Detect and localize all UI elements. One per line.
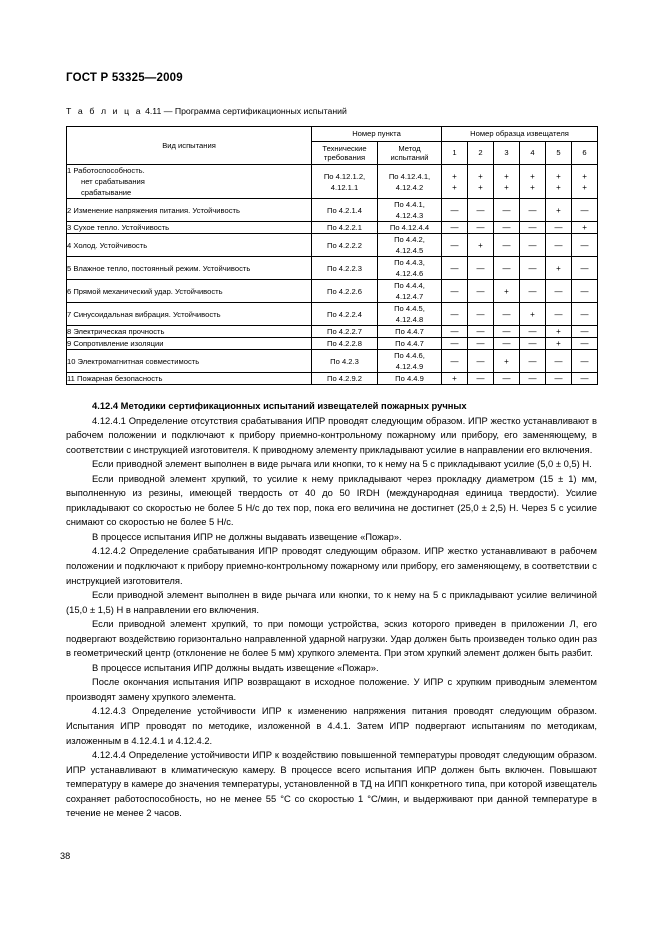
- method-ref-line: По 4.4.2,: [394, 235, 425, 244]
- mark-value: —: [580, 205, 589, 215]
- header-item-number-group: Номер пункта: [312, 127, 442, 142]
- cell-sample-2: [468, 373, 494, 385]
- mark-value: —: [476, 327, 485, 336]
- cell-sample-4: [520, 338, 546, 350]
- requirement-ref-line: По 4.2.2.6: [326, 286, 362, 296]
- method-ref-line: По 4.4.5,: [394, 304, 425, 313]
- table-caption-number: 4.11: [145, 106, 162, 116]
- cell-sample-1: [442, 222, 468, 234]
- cell-sample-3: [494, 222, 520, 234]
- mark-value: —: [502, 223, 511, 232]
- method-ref-line: По 4.4.4,: [394, 281, 425, 290]
- standard-header: ГОСТ Р 53325—2009: [66, 72, 183, 84]
- test-name-line: 11 Пожарная безопасность: [67, 374, 163, 383]
- cell-test-method: [378, 234, 442, 257]
- cell-technical-requirements: [312, 257, 378, 280]
- method-ref-line: 4.12.4.8: [395, 315, 424, 324]
- mark-value: —: [580, 309, 589, 319]
- cell-sample-1: [442, 199, 468, 222]
- cell-sample-4: [520, 373, 546, 385]
- cell-test-method: [378, 222, 442, 234]
- cell-sample-2: [468, 234, 494, 257]
- mark-value: —: [554, 356, 563, 366]
- mark-value: +: [556, 327, 561, 336]
- body-paragraph: 4.12.4.4 Определение устойчивости ИПР к воздействию повышенной температуры проводят следующим образом. ИПР устанавливают в климатическую камеру. В процессе всего испытания ИПР должен быть включен. Повышают температуру в камере до значения температуры, установленной в ТД на ИПП конкретного типа, при которой извещатель сохраняет работоспособность, но не менее 55 °С со скоростью 1 °С/мин, и выдерживают при данной температуре в течение не менее 2 часов.: [66, 749, 597, 819]
- mark-value: —: [450, 339, 459, 348]
- cell-sample-2: [468, 338, 494, 350]
- cell-sample-6: [572, 373, 598, 385]
- cell-sample-4: [520, 234, 546, 257]
- test-name-line: срабатывание: [81, 188, 132, 197]
- mark-value: —: [554, 240, 563, 250]
- mark-value: +: [530, 182, 535, 192]
- cell-sample-6: [572, 280, 598, 303]
- mark-value: —: [450, 223, 459, 232]
- mark-value: +: [556, 263, 561, 273]
- cell-sample-2: [468, 257, 494, 280]
- cell-sample-1: [442, 165, 468, 199]
- mark-value: +: [504, 286, 509, 296]
- cell-sample-1: [442, 373, 468, 385]
- mark-value: —: [528, 327, 537, 336]
- cell-sample-5: [546, 234, 572, 257]
- table-caption-label: Т а б л и ц а: [66, 106, 143, 116]
- cell-sample-6: [572, 350, 598, 373]
- certification-program-table: [66, 126, 598, 385]
- cell-sample-1: [442, 350, 468, 373]
- cell-technical-requirements: [312, 165, 378, 199]
- header-sample-number-group: Номер образца извещателя: [442, 127, 598, 142]
- cell-sample-6: [572, 234, 598, 257]
- cell-sample-5: [546, 350, 572, 373]
- mark-value: —: [502, 309, 511, 319]
- cell-sample-5: [546, 199, 572, 222]
- header-sample-col-5: 5: [546, 142, 572, 165]
- method-ref-line: 4.12.4.3: [395, 211, 424, 220]
- cell-sample-5: [546, 326, 572, 338]
- method-ref-line: По 4.12.4.1,: [388, 171, 431, 181]
- mark-value: +: [478, 182, 483, 192]
- mark-value: —: [580, 240, 589, 250]
- cell-sample-6: [572, 326, 598, 338]
- mark-value: +: [504, 171, 509, 181]
- cell-test-kind: [67, 234, 312, 257]
- body-paragraph: Если приводной элемент хрупкий, то при помощи устройства, эскиз которого приведен в приложении Л, его подвергают воздействию горизонтально направленной ударной нагрузки. Удар должен быть произведен только один раз в геометрический центр (отклонение не более 5 мм) хрупкого элемента. При этом хрупкий элемент должен быть разбит.: [66, 618, 597, 659]
- cell-sample-5: [546, 222, 572, 234]
- header-test-kind: Вид испытания: [67, 127, 312, 165]
- mark-value: —: [502, 240, 511, 250]
- cell-test-method: [378, 199, 442, 222]
- cell-sample-4: [520, 350, 546, 373]
- table-row: [67, 373, 598, 385]
- cell-test-kind: [67, 222, 312, 234]
- cell-sample-2: [468, 326, 494, 338]
- body-paragraph: После окончания испытания ИПР возвращают в исходное положение. У ИПР с хрупким приводным элементом производят замену хрупкого элемента.: [66, 676, 597, 702]
- mark-value: —: [476, 205, 485, 215]
- test-name-line: 2 Изменение напряжения питания. Устойчивость: [67, 205, 240, 215]
- mark-value: —: [450, 309, 459, 319]
- cell-sample-5: [546, 257, 572, 280]
- cell-technical-requirements: [312, 326, 378, 338]
- cell-technical-requirements: [312, 350, 378, 373]
- requirement-ref-line: 4.12.1.1: [330, 182, 359, 192]
- method-ref-line: По 4.12.4.4: [389, 223, 430, 232]
- cell-technical-requirements: [312, 222, 378, 234]
- method-ref-line: По 4.4.1,: [394, 200, 425, 209]
- test-name-line: нет срабатывания: [81, 177, 145, 186]
- mark-value: —: [450, 263, 459, 273]
- cell-test-method: [378, 257, 442, 280]
- test-name-line: 9 Сопротивление изоляции: [67, 339, 164, 348]
- mark-value: +: [452, 182, 457, 192]
- table-row: [67, 303, 598, 326]
- cell-test-kind: [67, 338, 312, 350]
- cell-test-kind: [67, 303, 312, 326]
- cell-sample-3: [494, 373, 520, 385]
- test-name-line: 8 Электрическая прочность: [67, 327, 165, 336]
- table-row: [67, 199, 598, 222]
- cell-sample-2: [468, 350, 494, 373]
- mark-value: +: [478, 240, 483, 250]
- requirement-ref-line: По 4.2.1.4: [326, 205, 362, 215]
- section-body: [66, 398, 597, 821]
- requirement-ref-line: По 4.2.2.4: [326, 309, 362, 319]
- cell-sample-2: [468, 303, 494, 326]
- mark-value: —: [450, 286, 459, 296]
- requirement-ref-line: По 4.2.3: [330, 356, 359, 366]
- mark-value: —: [580, 286, 589, 296]
- method-ref-line: По 4.4.3,: [394, 258, 425, 267]
- mark-value: —: [502, 374, 511, 383]
- mark-value: —: [476, 286, 485, 296]
- cell-sample-6: [572, 338, 598, 350]
- cell-sample-3: [494, 280, 520, 303]
- cell-sample-6: [572, 165, 598, 199]
- mark-value: —: [554, 223, 563, 232]
- test-name-line: 10 Электромагнитная совместимость: [67, 356, 200, 366]
- table-row: [67, 326, 598, 338]
- mark-value: —: [502, 263, 511, 273]
- mark-value: —: [476, 339, 485, 348]
- body-paragraph: Если приводной элемент хрупкий, то усилие к нему прикладывают через прокладку диаметром (15 ± 1) мм, выполненную из резины, имеющей твердость от 40 до 50 IRDH (международная единица твердости). Усилие прикладывают со скоростью не более 5 Н/с до тех пор, пока его величина не достигнет (25,0 ± 2,5) Н. Через 5 с усилие снимают со скоростью не более 5 Н/с.: [66, 472, 597, 528]
- mark-value: —: [476, 356, 485, 366]
- cell-test-method: [378, 350, 442, 373]
- test-name-line: 3 Сухое тепло. Устойчивость: [67, 223, 170, 232]
- cell-test-kind: [67, 280, 312, 303]
- cell-sample-5: [546, 165, 572, 199]
- mark-value: —: [528, 339, 537, 348]
- mark-value: —: [554, 374, 563, 383]
- mark-value: —: [502, 327, 511, 336]
- mark-value: +: [478, 171, 483, 181]
- mark-value: +: [504, 182, 509, 192]
- test-name-line: 7 Синусоидальная вибрация. Устойчивость: [67, 309, 221, 319]
- certification-program-table-wrapper: [66, 126, 597, 385]
- cell-technical-requirements: [312, 338, 378, 350]
- cell-sample-1: [442, 280, 468, 303]
- cell-sample-3: [494, 338, 520, 350]
- cell-test-kind: [67, 350, 312, 373]
- body-paragraph: Если приводной элемент выполнен в виде рычага или кнопки, то к нему на 5 с прикладывают усилие (5,0 ± 0,5) Н.: [92, 458, 592, 470]
- mark-value: —: [528, 374, 537, 383]
- mark-value: +: [452, 171, 457, 181]
- mark-value: —: [476, 309, 485, 319]
- table-row: [67, 257, 598, 280]
- cell-sample-4: [520, 280, 546, 303]
- mark-value: —: [450, 240, 459, 250]
- table-header-row-top: [67, 127, 598, 142]
- cell-test-method: [378, 326, 442, 338]
- mark-value: —: [450, 327, 459, 336]
- test-name-line: 4 Холод. Устойчивость: [67, 240, 148, 250]
- cell-sample-3: [494, 234, 520, 257]
- requirement-ref-line: По 4.12.1.2,: [323, 171, 366, 181]
- mark-value: —: [528, 286, 537, 296]
- cell-sample-6: [572, 303, 598, 326]
- section-heading: 4.12.4 Методики сертификационных испытаний извещателей пожарных ручных: [92, 400, 467, 411]
- requirement-ref-line: По 4.2.2.8: [326, 339, 362, 348]
- table-caption-title: Программа сертификационных испытаний: [174, 106, 347, 116]
- mark-value: —: [554, 309, 563, 319]
- test-name-line: 6 Прямой механический удар. Устойчивость: [67, 286, 223, 296]
- cell-sample-1: [442, 257, 468, 280]
- cell-sample-5: [546, 338, 572, 350]
- cell-test-kind: [67, 373, 312, 385]
- requirement-ref-line: По 4.2.2.3: [326, 263, 362, 273]
- mark-value: —: [580, 327, 589, 336]
- cell-sample-4: [520, 326, 546, 338]
- table-row: [67, 350, 598, 373]
- cell-technical-requirements: [312, 303, 378, 326]
- mark-value: +: [582, 182, 587, 192]
- cell-sample-5: [546, 303, 572, 326]
- header-sample-col-1: 1: [442, 142, 468, 165]
- mark-value: —: [580, 374, 589, 383]
- cell-sample-3: [494, 350, 520, 373]
- table-caption-dash: —: [163, 106, 173, 116]
- body-paragraph: Если приводной элемент выполнен в виде рычага или кнопки, то к нему на 5 с прикладывают усилие величиной (15,0 ± 1,5) Н в направлении его включения.: [66, 589, 597, 615]
- cell-sample-6: [572, 257, 598, 280]
- mark-value: +: [530, 171, 535, 181]
- cell-test-method: [378, 165, 442, 199]
- header-sample-col-4: 4: [520, 142, 546, 165]
- mark-value: —: [528, 356, 537, 366]
- mark-value: —: [528, 205, 537, 215]
- mark-value: —: [450, 356, 459, 366]
- cell-sample-2: [468, 165, 494, 199]
- cell-test-method: [378, 373, 442, 385]
- cell-technical-requirements: [312, 234, 378, 257]
- header-test-method: Метод испытаний: [378, 142, 442, 165]
- mark-value: +: [556, 171, 561, 181]
- header-sample-col-6: 6: [572, 142, 598, 165]
- mark-value: —: [528, 223, 537, 232]
- method-ref-line: По 4.4.7: [395, 339, 424, 348]
- page-number: 38: [60, 851, 71, 861]
- cell-sample-4: [520, 165, 546, 199]
- cell-test-kind: [67, 257, 312, 280]
- cell-sample-1: [442, 234, 468, 257]
- cell-sample-3: [494, 326, 520, 338]
- cell-sample-4: [520, 303, 546, 326]
- cell-sample-3: [494, 257, 520, 280]
- mark-value: —: [528, 263, 537, 273]
- test-name-line: 5 Влажное тепло, постоянный режим. Устойчивость: [67, 263, 251, 273]
- mark-value: +: [556, 205, 561, 215]
- mark-value: —: [476, 223, 485, 232]
- cell-test-method: [378, 303, 442, 326]
- cell-sample-2: [468, 222, 494, 234]
- method-ref-line: По 4.4.6,: [394, 351, 425, 360]
- cell-sample-4: [520, 257, 546, 280]
- cell-sample-5: [546, 373, 572, 385]
- cell-sample-6: [572, 222, 598, 234]
- header-sample-col-2: 2: [468, 142, 494, 165]
- mark-value: —: [554, 286, 563, 296]
- cell-sample-4: [520, 222, 546, 234]
- table-row: [67, 280, 598, 303]
- table-row: [67, 165, 598, 199]
- cell-test-kind: [67, 199, 312, 222]
- body-paragraph: 4.12.4.3 Определение устойчивости ИПР к изменению напряжения питания проводят следующим образом. Испытания ИПР проводят по методике, изложенной в 4.4.1. Затем ИПР подвергают испытаниям по методикам, изложенным в 4.12.4.1 и 4.12.4.2.: [66, 705, 597, 746]
- cell-test-method: [378, 338, 442, 350]
- mark-value: +: [582, 223, 587, 232]
- mark-value: —: [528, 240, 537, 250]
- cell-technical-requirements: [312, 280, 378, 303]
- cell-sample-4: [520, 199, 546, 222]
- method-ref-line: 4.12.4.2: [395, 182, 424, 192]
- requirement-ref-line: По 4.2.9.2: [326, 374, 362, 383]
- body-paragraph: В процессе испытания ИПР не должны выдавать извещение «Пожар».: [92, 530, 402, 542]
- cell-technical-requirements: [312, 373, 378, 385]
- cell-sample-1: [442, 303, 468, 326]
- mark-value: —: [476, 263, 485, 273]
- mark-value: +: [452, 374, 457, 383]
- requirement-ref-line: По 4.2.2.1: [326, 223, 362, 232]
- header-sample-col-3: 3: [494, 142, 520, 165]
- method-ref-line: По 4.4.9: [395, 374, 424, 383]
- mark-value: —: [580, 356, 589, 366]
- cell-sample-2: [468, 280, 494, 303]
- table-caption: [66, 106, 347, 116]
- cell-test-method: [378, 280, 442, 303]
- mark-value: —: [580, 339, 589, 348]
- cell-sample-1: [442, 338, 468, 350]
- mark-value: +: [582, 171, 587, 181]
- body-paragraph: В процессе испытания ИПР должны выдать извещение «Пожар».: [92, 661, 379, 673]
- mark-value: —: [502, 339, 511, 348]
- table-row: [67, 338, 598, 350]
- method-ref-line: По 4.4.7: [395, 327, 424, 336]
- mark-value: +: [504, 356, 509, 366]
- cell-sample-3: [494, 303, 520, 326]
- mark-value: —: [476, 374, 485, 383]
- table-row: [67, 234, 598, 257]
- cell-sample-5: [546, 280, 572, 303]
- cell-sample-6: [572, 199, 598, 222]
- cell-sample-3: [494, 165, 520, 199]
- cell-test-kind: [67, 326, 312, 338]
- header-technical-requirements: Технические требования: [312, 142, 378, 165]
- cell-test-kind: [67, 165, 312, 199]
- mark-value: —: [580, 263, 589, 273]
- test-name-line: 1 Работоспособность.: [67, 166, 145, 175]
- body-paragraph: 4.12.4.1 Определение отсутствия срабатывания ИПР проводят следующим образом. ИПР жестко устанавливают в рабочем положении и подключают к прибору приемно-контрольному пожарному или прибору, его заменяющему, в соответствии с инструкцией изготовителя. К приводному элементу прикладывают усилие в направлении его включения.: [66, 414, 597, 455]
- mark-value: +: [556, 182, 561, 192]
- body-paragraph: 4.12.4.2 Определение срабатывания ИПР проводят следующим образом. ИПР жестко устанавливают в рабочем положении и подключают к прибору приемно-контрольному пожарному или прибору, его заменяющему, в соответствии с инструкцией изготовителя.: [66, 545, 597, 586]
- requirement-ref-line: По 4.2.2.7: [326, 327, 362, 336]
- cell-sample-3: [494, 199, 520, 222]
- mark-value: —: [450, 205, 459, 215]
- cell-technical-requirements: [312, 199, 378, 222]
- cell-sample-2: [468, 199, 494, 222]
- mark-value: —: [502, 205, 511, 215]
- requirement-ref-line: По 4.2.2.2: [326, 240, 362, 250]
- mark-value: +: [556, 339, 561, 348]
- mark-value: +: [530, 309, 535, 319]
- method-ref-line: 4.12.4.5: [395, 246, 424, 255]
- method-ref-line: 4.12.4.7: [395, 292, 424, 301]
- cell-sample-1: [442, 326, 468, 338]
- table-row: [67, 222, 598, 234]
- method-ref-line: 4.12.4.6: [395, 269, 424, 278]
- method-ref-line: 4.12.4.9: [395, 362, 424, 371]
